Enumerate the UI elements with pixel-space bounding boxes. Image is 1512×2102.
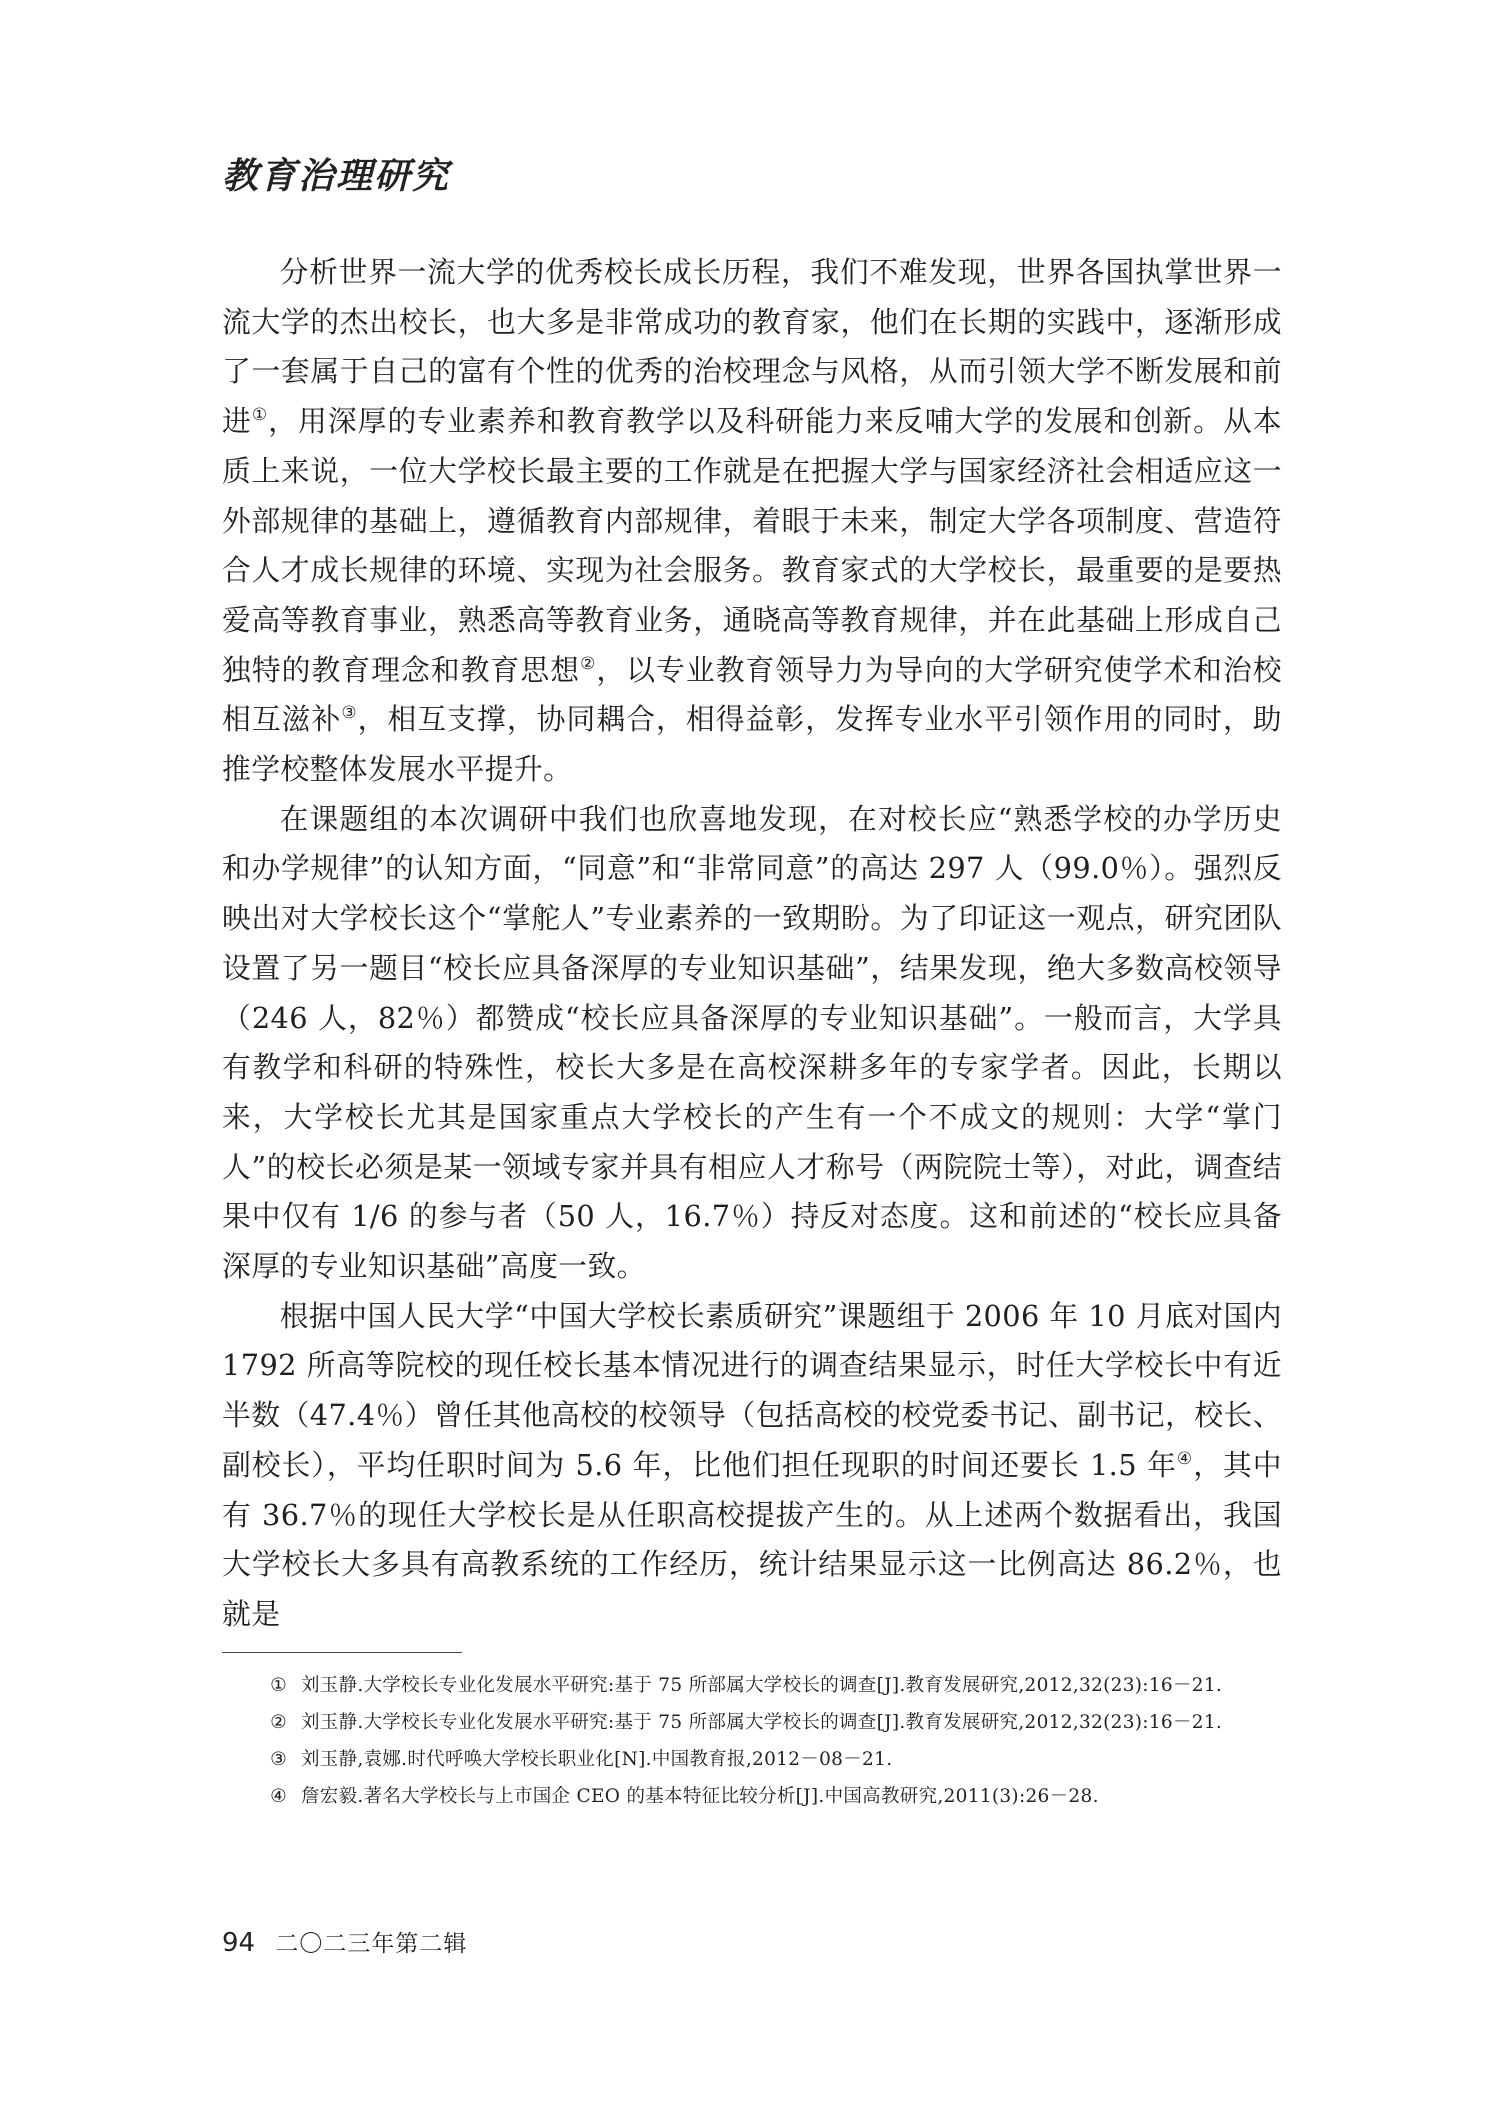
paragraph-text: 根据中国人民大学“中国大学校长素质研究”课题组于 2006 年 10 月底对国内 1792 所高等院校的现任校长基本情况进行的调查结果显示，时任大学校长中有近半数（47.4％）曾任其他高校的校领导（包括高校的校党委书记、副书记，校长、副校长），平均任职时间为 5.6 年，比他们担任现职的时间还要长 1.5 年 xyxy=(222,1298,1282,1482)
footnote xyxy=(222,1744,1282,1775)
footnote-mark: ② xyxy=(270,1712,287,1733)
footnote-text: 詹宏毅.著名大学校长与上市国企 CEO 的基本特征比较分析[J].中国高教研究,2011(3):26－28. xyxy=(300,1786,1099,1807)
footnote-reference: ③ xyxy=(341,703,358,724)
footnote-mark: ③ xyxy=(270,1749,287,1770)
page-number: 94 xyxy=(222,1928,256,1958)
paragraph-text: 在课题组的本次调研中我们也欣喜地发现，在对校长应“熟悉学校的办学历史和办学规律”的认知方面，“同意”和“非常同意”的高达 297 人（99.0％）。强烈反映出对大学校长这个“掌舵人”专业素养的一致期盼。为了印证这一观点，研究团队设置了另一题目“校长应具备深厚的专业知识基础”，结果发现，绝大多数高校领导（246 人，82％）都赞成“校长应具备深厚的专业知识基础”。一般而言，大学具有教学和科研的特殊性，校长大多是在高校深耕多年的专家学者。因此，长期以来，大学校长尤其是国家重点大学校长的产生有一个不成文的规则：大学“掌门人”的校长必须是某一领域专家并具有相应人才称号（两院院士等），对此，调查结果中仅有 1/6 的参与者（50 人，16.7％）持反对态度。这和前述的“校长应具备深厚的专业知识基础”高度一致。 xyxy=(222,801,1282,1284)
footnote-divider xyxy=(222,1652,462,1653)
footnote-reference: ① xyxy=(251,405,269,426)
footnotes xyxy=(222,1670,1282,1818)
footnote-reference: ② xyxy=(580,653,597,674)
paragraph-text: ，其中有 36.7％的现任大学校长是从任职高校提拔产生的。从上述两个数据看出，我国大学校长大多具有高教系统的工作经历，统计结果显示这一比例高达 86.2％，也就是 xyxy=(222,1447,1283,1631)
footnote xyxy=(222,1670,1282,1701)
section-title: 教育治理研究 xyxy=(222,155,451,197)
footnote-mark: ① xyxy=(270,1675,287,1696)
paragraph-text: ，用深厚的专业素养和教育教学以及科研能力来反哺大学的发展和创新。从本质上来说，一位大学校长最主要的工作就是在把握大学与国家经济社会相适应这一外部规律的基础上，遵循教育内部规律，着眼于未来，制定大学各项制度、营造符合人才成长规律的环境、实现为社会服务。教育家式的大学校长，最重要的是要热爱高等教育事业，熟悉高等教育业务，通晓高等教育规律，并在此基础上形成自己独特的教育理念和教育思想 xyxy=(222,404,1283,687)
paragraph-text: ，以专业教育领导力为导向的大学研究使学术和治校相互滋补 xyxy=(222,652,1283,737)
issue-label: 二〇二三年第二辑 xyxy=(275,1931,468,1957)
footnote-text: 刘玉静.大学校长专业化发展水平研究:基于 75 所部属大学校长的调查[J].教育发展研究,2012,32(23):16－21. xyxy=(300,1712,1223,1733)
footnote-text: 刘玉静.大学校长专业化发展水平研究:基于 75 所部属大学校长的调查[J].教育发展研究,2012,32(23):16－21. xyxy=(300,1675,1223,1696)
footnote-mark: ④ xyxy=(270,1786,287,1807)
body-text xyxy=(222,248,1282,1640)
footnote xyxy=(222,1707,1282,1738)
paragraph-text: 分析世界一流大学的优秀校长成长历程，我们不难发现，世界各国执掌世界一流大学的杰出校长，也大多是非常成功的教育家，他们在长期的实践中，逐渐形成了一套属于自己的富有个性的优秀的治校理念与风格，从而引领大学不断发展和前进 xyxy=(222,255,1282,439)
footnote xyxy=(222,1781,1282,1812)
footnote-reference: ④ xyxy=(1176,1448,1194,1469)
body-paragraph xyxy=(222,1292,1282,1640)
page-footer xyxy=(222,1925,467,1958)
body-paragraph xyxy=(222,795,1282,1292)
body-paragraph xyxy=(222,248,1282,795)
footnote-text: 刘玉静,袁娜.时代呼唤大学校长职业化[N].中国教育报,2012－08－21. xyxy=(300,1749,893,1770)
paragraph-text: ，相互支撑，协同耦合，相得益彰，发挥专业水平引领作用的同时，助推学校整体发展水平提升。 xyxy=(222,702,1283,787)
